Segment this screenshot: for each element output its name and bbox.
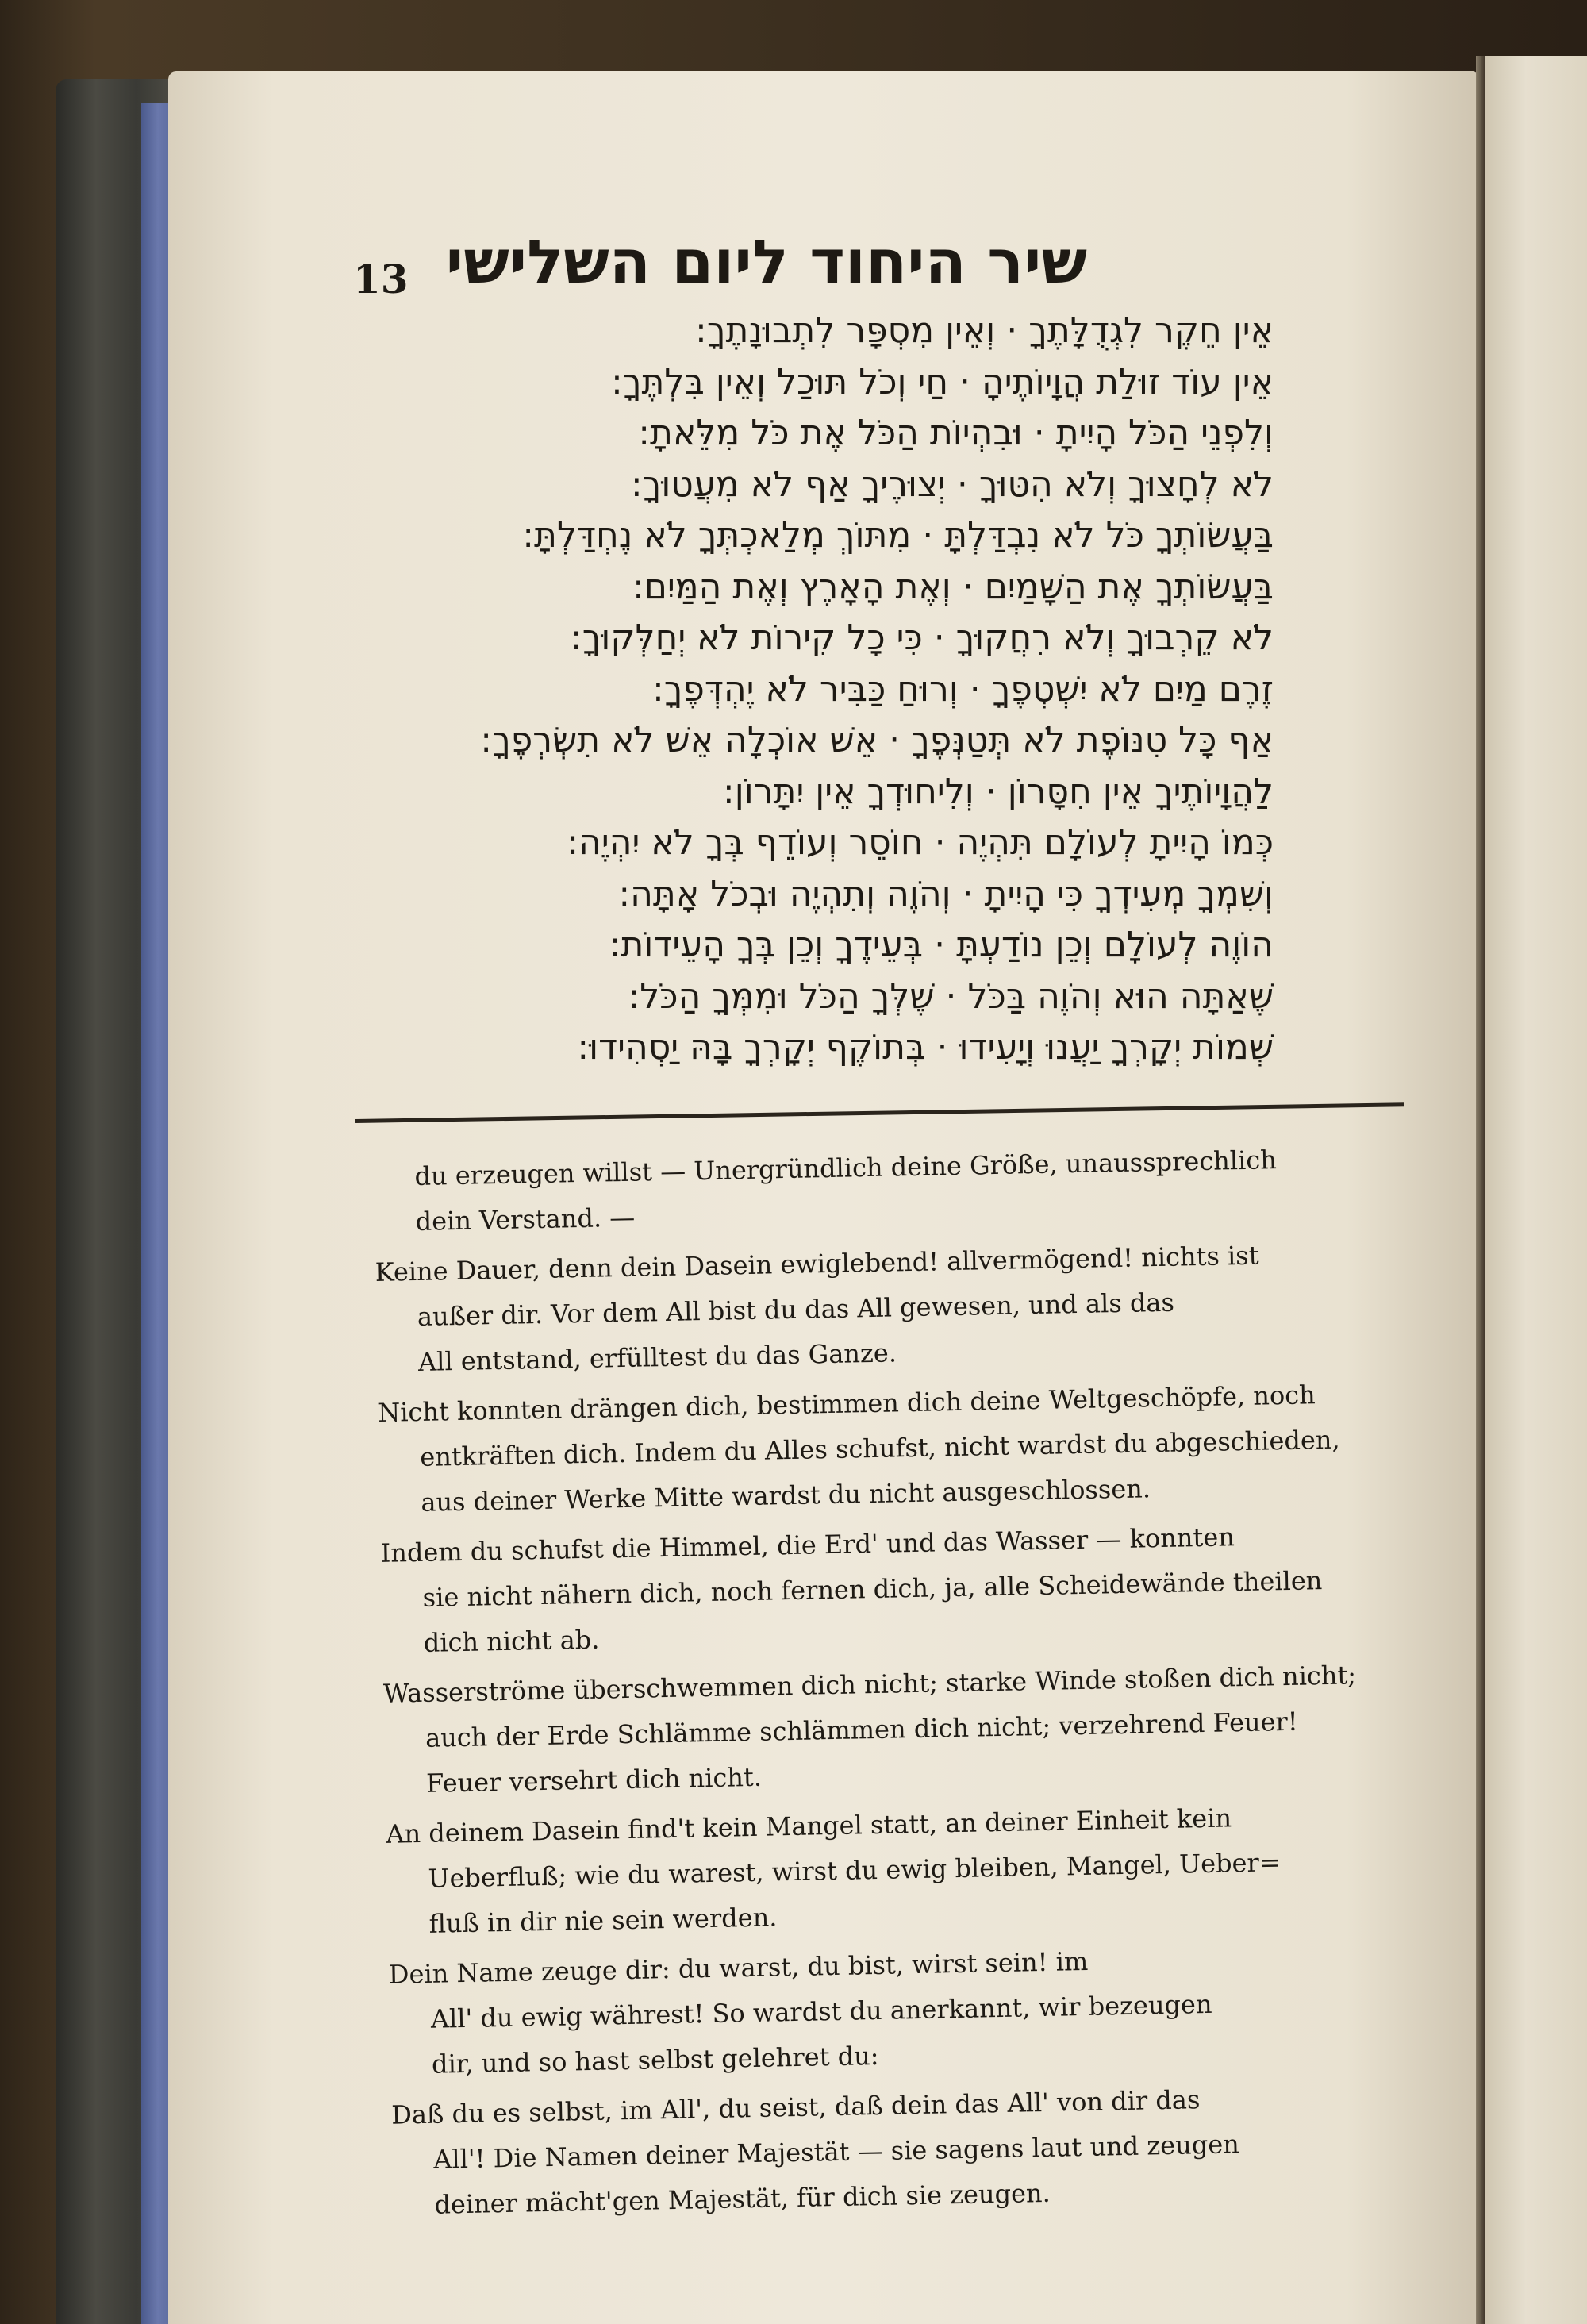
german-line: sie nicht nähern dich, noch fernen dich, ja, alle Scheidewände theilen	[422, 1565, 1323, 1613]
german-line: An deinem Dasein find't kein Mangel statt, an deiner Einheit kein	[386, 1803, 1232, 1849]
german-line: du erzeugen willst — Unergründlich deine Größe, unaussprechlich	[414, 1145, 1278, 1191]
german-line: fluß in dir nie sein werden.	[428, 1902, 778, 1939]
hebrew-line: לֹא לְחָצוּךָ וְלֹא הִטּוּךָ · יְצוּרֶיךָ אַף לֹא מִעֲטוּךָ:	[630, 464, 1274, 505]
hebrew-poem	[365, 306, 1274, 1074]
hebrew-line: בַּעֲשׂוֹתְךָ כֹּל לֹא נִבְדַּלְתָּ · מִתּוֹךְ מְלַאכְתְּךָ לֹא נֶחְדַּלְתָּ:	[522, 515, 1274, 556]
german-line: dich nicht ab.	[423, 1624, 600, 1658]
hebrew-line: וְלִפְנֵי הַכֹּל הָיִיתָ · וּבִהְיוֹת הַכֹּל אֶת כֹּל מִלֵּאתָ:	[638, 413, 1274, 453]
german-paragraph	[391, 2073, 1417, 2229]
german-line: Wasserströme überschwemmen dich nicht; starke Winde stoßen dich nicht;	[382, 1660, 1357, 1709]
german-line: außer dir. Vor dem All bist du das All gewesen, und als das	[417, 1287, 1175, 1332]
facing-page-edge	[1485, 56, 1587, 2324]
german-paragraph	[380, 1511, 1406, 1667]
german-line: All entstand, erfülltest du das Ganze.	[417, 1337, 897, 1377]
page-number: 13	[353, 256, 409, 302]
hebrew-line: כְּמוֹ הָיִיתָ לְעוֹלָם תִּהְיֶה · חוֹסֵר וְעוֹדֵף בְּךָ לֹא יִהְיֶה:	[567, 822, 1274, 863]
german-line: Dein Name zeuge dir: du warst, du bist, wirst sein! im	[388, 1945, 1089, 1990]
german-line: dir, und so hast selbst gelehret du:	[431, 2040, 879, 2080]
german-line: Ueberfluß; wie du warest, wirst du ewig bleiben, Mangel, Ueber=	[428, 1847, 1281, 1894]
hebrew-line: בַּעֲשׂוֹתְךָ אֶת הַשָּׁמַיִם · וְאֶת הָאָרֶץ וְאֶת הַמַּיִם:	[632, 566, 1274, 607]
german-line: dein Verstand. —	[415, 1202, 636, 1237]
hebrew-line: אַף כָּל טִנּוֹפֶת לֹא תְּטַנְּפֶךָ · אֵשׁ אוֹכְלָה אֵשׁ לֹא תִשְׂרְפֶךָ:	[480, 720, 1274, 760]
hebrew-line: זֶרֶם מַיִם לֹא יִשְׁטְפֶךָ · וְרוּחַ כַּבִּיר לֹא יֶהְדְּפֶךָ:	[651, 668, 1274, 710]
german-paragraph	[386, 1792, 1412, 1948]
german-line: Feuer versehrt dich nicht.	[425, 1761, 763, 1799]
hebrew-line: אֵין עוֹד זוּלַת הֲוָיוֹתֶיהָ · חַי וְכֹל תּוּכַל וְאֵין בִּלְתֶּךָ:	[611, 361, 1274, 402]
german-line: Daß du es selbst, im All', du seist, daß dein das All' von dir das	[390, 2084, 1201, 2130]
german-paragraph	[382, 1652, 1408, 1807]
german-line: Indem du schufst die Himmel, die Erd' und das Wasser — konnten	[380, 1522, 1235, 1568]
hebrew-line: וְשִׁמְךָ מְעִידְךָ כִּי הָיִיתָ · וְהֹוֶה וְתִהְיֶה וּבְכֹל אָתָּה:	[618, 873, 1274, 914]
hebrew-line: לֹא קֵרְבוּךָ וְלֹא רִחֲקוּךָ · כִּי כָל קִירוֹת לֹא יְחַלְּקוּךָ:	[570, 618, 1274, 658]
book-gutter	[1476, 56, 1485, 2324]
german-line: All' du ewig währest! So wardst du anerkannt, wir bezeugen	[430, 1988, 1212, 2034]
german-paragraph	[388, 1933, 1414, 2088]
hebrew-line: שֶׁאַתָּה הוּא וְהֹוֶה בַּכֹּל · שֶׁלְּךָ הַכֹּל וּמִמְּךָ הַכֹּל:	[628, 975, 1274, 1017]
german-line: aus deiner Werke Mitte wardst du nicht ausgeschlossen.	[421, 1473, 1151, 1518]
german-line: deiner mächt'gen Majestät, für dich sie zeugen.	[434, 2177, 1051, 2220]
german-paragraph	[378, 1371, 1404, 1526]
german-translation	[373, 1135, 1417, 2234]
hebrew-title: שיר היחוד ליום השלישי	[445, 226, 1087, 297]
german-line: Nicht konnten drängen dich, bestimmen dich deine Weltgeschöpfe, noch	[377, 1379, 1316, 1428]
hebrew-line: שְׁמוֹת יְקָרְךָ יַעֲנוּ וְיָעִידוּ · בְּתוֹקֶף יְקָרְךָ בָּהּ יַסְהִידוּ:	[577, 1027, 1274, 1068]
hebrew-line: לַהֲוָיוֹתֶיךָ אֵין חִסָּרוֹן · וְלִיחוּדְךָ אֵין יִתָּרוֹן:	[722, 771, 1274, 812]
german-line: auch der Erde Schlämme schlämmen dich nicht; verzehrend Feuer!	[425, 1706, 1298, 1753]
german-paragraph	[375, 1230, 1401, 1386]
hebrew-line: אֵין חֵקֶר לִגְדֻלָּתֶךָ · וְאֵין מִסְפָּר לִתְבוּנָתֶךָ:	[695, 310, 1274, 351]
german-line: Keine Dauer, denn dein Dasein ewiglebend! allvermögend! nichts ist	[375, 1240, 1259, 1287]
hebrew-line: הוֹוֶה לְעוֹלָם וְכֵן נוֹדַעְתָּ · בְּעֵידֶךָ וְכֵן בְּךָ הָעֵידוֹת:	[609, 925, 1274, 965]
german-line: All'! Die Namen deiner Majestät — sie sagens laut und zeugen	[432, 2129, 1240, 2175]
german-line: entkräften dich. Indem du Alles schufst, nicht wardst du abgeschieden,	[419, 1424, 1340, 1472]
german-paragraph	[373, 1135, 1398, 1245]
